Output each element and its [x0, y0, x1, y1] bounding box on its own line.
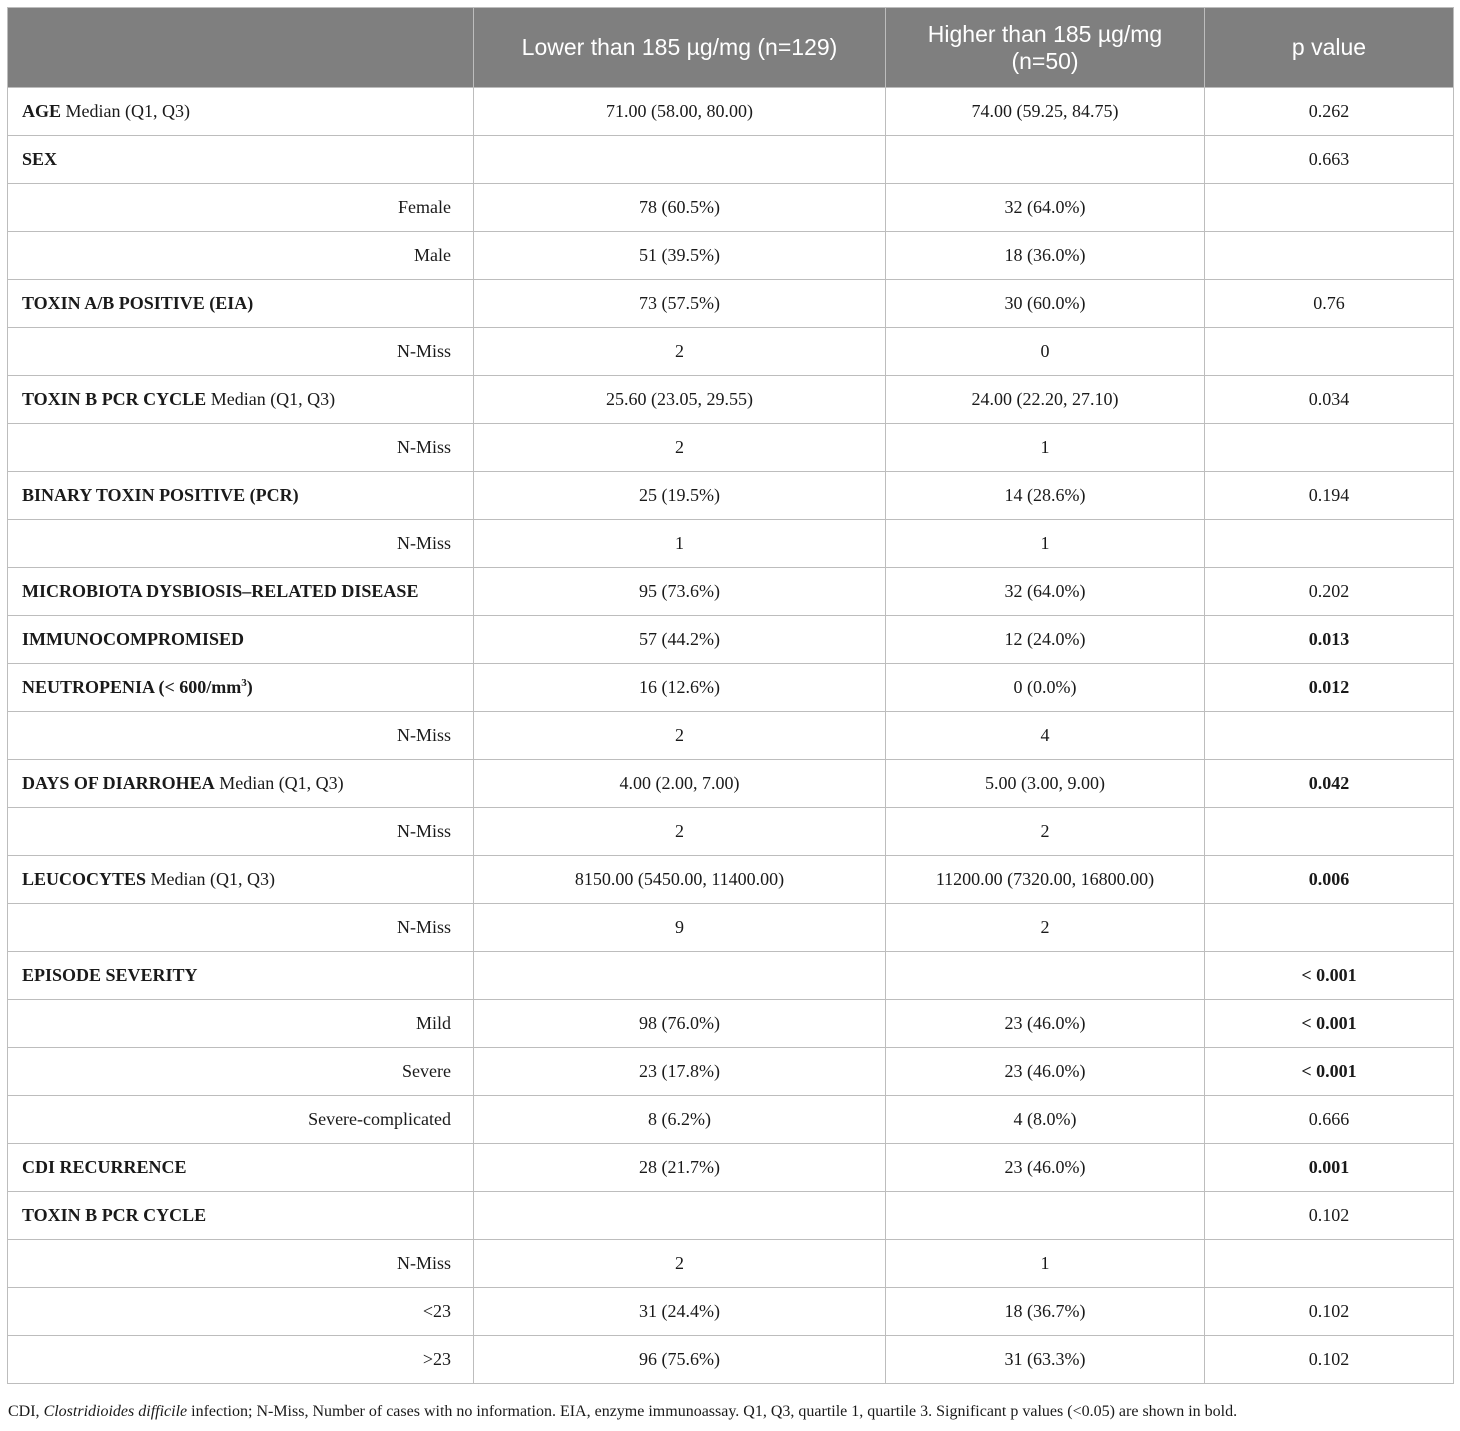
- table-row: [8, 568, 1454, 616]
- table-row: [8, 1048, 1454, 1096]
- row-label-main: TOXIN A/B POSITIVE (EIA): [22, 293, 254, 313]
- table-row: [8, 280, 1454, 328]
- row-label: [8, 376, 474, 424]
- cell-lower: 8150.00 (5450.00, 11400.00): [474, 856, 886, 904]
- row-label-main: IMMUNOCOMPROMISED: [22, 629, 244, 649]
- cell-lower: 9: [474, 904, 886, 952]
- row-label-main-after: ): [246, 677, 253, 697]
- cell-higher: 31 (63.3%): [886, 1336, 1205, 1384]
- cell-pvalue: [1205, 808, 1454, 856]
- row-label: Mild: [8, 1000, 474, 1048]
- cell-higher: 74.00 (59.25, 84.75): [886, 88, 1205, 136]
- cell-higher: 32 (64.0%): [886, 184, 1205, 232]
- cell-pvalue: 0.006: [1205, 856, 1454, 904]
- cell-higher: 2: [886, 904, 1205, 952]
- cell-lower: [474, 952, 886, 1000]
- cell-higher: 23 (46.0%): [886, 1144, 1205, 1192]
- cell-pvalue: < 0.001: [1205, 952, 1454, 1000]
- cell-higher: 24.00 (22.20, 27.10): [886, 376, 1205, 424]
- row-label: [8, 664, 474, 712]
- cell-lower: 1: [474, 520, 886, 568]
- cell-lower: 8 (6.2%): [474, 1096, 886, 1144]
- row-label-rest: Median (Q1, Q3): [61, 101, 190, 121]
- table-row: [8, 232, 1454, 280]
- row-label-main: BINARY TOXIN POSITIVE (PCR): [22, 485, 299, 505]
- row-label: [8, 616, 474, 664]
- cell-lower: [474, 1192, 886, 1240]
- cell-lower: 28 (21.7%): [474, 1144, 886, 1192]
- row-label: [8, 280, 474, 328]
- cell-pvalue: [1205, 1240, 1454, 1288]
- cell-pvalue: [1205, 328, 1454, 376]
- footnote: [8, 1403, 1237, 1421]
- row-label: Severe-complicated: [8, 1096, 474, 1144]
- cell-higher: 1: [886, 1240, 1205, 1288]
- cell-higher: [886, 1192, 1205, 1240]
- cell-pvalue: [1205, 184, 1454, 232]
- row-label-main: DAYS OF DIARROHEA: [22, 773, 215, 793]
- table-row: [8, 184, 1454, 232]
- table-row: [8, 1336, 1454, 1384]
- row-label: [8, 472, 474, 520]
- row-label: N-Miss: [8, 1240, 474, 1288]
- cell-pvalue: 0.102: [1205, 1336, 1454, 1384]
- table-row: [8, 328, 1454, 376]
- cell-higher: 30 (60.0%): [886, 280, 1205, 328]
- row-label-main: MICROBIOTA DYSBIOSIS–RELATED DISEASE: [22, 581, 419, 601]
- row-label: N-Miss: [8, 808, 474, 856]
- row-label: N-Miss: [8, 328, 474, 376]
- row-label-main: CDI RECURRENCE: [22, 1157, 187, 1177]
- row-label: N-Miss: [8, 712, 474, 760]
- table-container: [7, 7, 1453, 1384]
- cell-lower: 51 (39.5%): [474, 232, 886, 280]
- cell-pvalue: [1205, 424, 1454, 472]
- cell-higher: 11200.00 (7320.00, 16800.00): [886, 856, 1205, 904]
- cell-lower: 2: [474, 328, 886, 376]
- cell-lower: 78 (60.5%): [474, 184, 886, 232]
- table-row: [8, 760, 1454, 808]
- row-label-main: SEX: [22, 149, 58, 169]
- cell-lower: 31 (24.4%): [474, 1288, 886, 1336]
- cell-lower: 25 (19.5%): [474, 472, 886, 520]
- cell-lower: 2: [474, 1240, 886, 1288]
- row-label: [8, 88, 474, 136]
- cell-pvalue: 0.012: [1205, 664, 1454, 712]
- table-row: [8, 664, 1454, 712]
- cell-higher: 14 (28.6%): [886, 472, 1205, 520]
- cell-pvalue: 0.034: [1205, 376, 1454, 424]
- cell-lower: 2: [474, 712, 886, 760]
- cell-lower: 71.00 (58.00, 80.00): [474, 88, 886, 136]
- row-label: >23: [8, 1336, 474, 1384]
- cell-lower: 73 (57.5%): [474, 280, 886, 328]
- row-label-main: EPISODE SEVERITY: [22, 965, 198, 985]
- table-row: [8, 88, 1454, 136]
- cell-pvalue: 0.202: [1205, 568, 1454, 616]
- footnote-part1: CDI,: [8, 1403, 44, 1420]
- table-row: [8, 904, 1454, 952]
- cell-lower: 95 (73.6%): [474, 568, 886, 616]
- cell-pvalue: 0.042: [1205, 760, 1454, 808]
- row-label: N-Miss: [8, 904, 474, 952]
- cell-lower: 16 (12.6%): [474, 664, 886, 712]
- table-row: [8, 1096, 1454, 1144]
- table-row: [8, 520, 1454, 568]
- row-label-main: TOXIN B PCR CYCLE: [22, 389, 207, 409]
- cell-pvalue: 0.102: [1205, 1192, 1454, 1240]
- header-cell-higher: Higher than 185 µg/mg (n=50): [886, 8, 1205, 88]
- row-label-rest: Median (Q1, Q3): [146, 869, 276, 889]
- cell-lower: 96 (75.6%): [474, 1336, 886, 1384]
- cell-higher: 4: [886, 712, 1205, 760]
- cell-lower: [474, 136, 886, 184]
- data-table: [7, 7, 1454, 1384]
- table-row: [8, 952, 1454, 1000]
- table-row: [8, 136, 1454, 184]
- row-label: N-Miss: [8, 520, 474, 568]
- cell-pvalue: 0.194: [1205, 472, 1454, 520]
- cell-higher: 0 (0.0%): [886, 664, 1205, 712]
- table-row: [8, 1288, 1454, 1336]
- cell-higher: 32 (64.0%): [886, 568, 1205, 616]
- row-label: Female: [8, 184, 474, 232]
- cell-pvalue: < 0.001: [1205, 1000, 1454, 1048]
- cell-lower: 2: [474, 424, 886, 472]
- table-row: [8, 376, 1454, 424]
- table-body: [8, 88, 1454, 1384]
- table-row: [8, 616, 1454, 664]
- cell-higher: 5.00 (3.00, 9.00): [886, 760, 1205, 808]
- cell-lower: 57 (44.2%): [474, 616, 886, 664]
- table-row: [8, 808, 1454, 856]
- cell-higher: 18 (36.0%): [886, 232, 1205, 280]
- cell-lower: 2: [474, 808, 886, 856]
- cell-pvalue: 0.102: [1205, 1288, 1454, 1336]
- row-label: Male: [8, 232, 474, 280]
- cell-higher: 2: [886, 808, 1205, 856]
- footnote-italic: Clostridioides difficile: [43, 1403, 188, 1420]
- cell-higher: [886, 952, 1205, 1000]
- header-row: [8, 8, 1454, 88]
- row-label: [8, 856, 474, 904]
- cell-lower: 23 (17.8%): [474, 1048, 886, 1096]
- cell-pvalue: [1205, 232, 1454, 280]
- cell-pvalue: 0.262: [1205, 88, 1454, 136]
- row-label: [8, 568, 474, 616]
- row-label: Severe: [8, 1048, 474, 1096]
- row-label-main: LEUCOCYTES: [22, 869, 147, 889]
- cell-lower: 25.60 (23.05, 29.55): [474, 376, 886, 424]
- cell-higher: 0: [886, 328, 1205, 376]
- cell-pvalue: 0.663: [1205, 136, 1454, 184]
- cell-higher: 18 (36.7%): [886, 1288, 1205, 1336]
- table-row: [8, 856, 1454, 904]
- header-cell-label: [8, 8, 474, 88]
- cell-higher: 12 (24.0%): [886, 616, 1205, 664]
- cell-higher: 4 (8.0%): [886, 1096, 1205, 1144]
- row-label-rest: Median (Q1, Q3): [214, 773, 344, 793]
- table-row: [8, 1000, 1454, 1048]
- row-label: [8, 1144, 474, 1192]
- row-label-main: TOXIN B PCR CYCLE: [22, 1205, 207, 1225]
- cell-pvalue: 0.013: [1205, 616, 1454, 664]
- cell-pvalue: < 0.001: [1205, 1048, 1454, 1096]
- row-label: [8, 952, 474, 1000]
- table-row: [8, 1240, 1454, 1288]
- cell-higher: 23 (46.0%): [886, 1048, 1205, 1096]
- footnote-part2: infection; N-Miss, Number of cases with no information. EIA, enzyme immunoassay. Q1, Q3, quartile 1, quartile 3. Significant p values (<0.05) are shown in bold.: [187, 1403, 1238, 1420]
- row-label: <23: [8, 1288, 474, 1336]
- row-label-rest: Median (Q1, Q3): [206, 389, 336, 409]
- row-label: [8, 760, 474, 808]
- row-label-superscript: 3: [241, 677, 247, 689]
- table-row: [8, 1192, 1454, 1240]
- cell-higher: [886, 136, 1205, 184]
- header-cell-lower: Lower than 185 µg/mg (n=129): [474, 8, 886, 88]
- cell-pvalue: 0.666: [1205, 1096, 1454, 1144]
- table-row: [8, 472, 1454, 520]
- cell-lower: 4.00 (2.00, 7.00): [474, 760, 886, 808]
- table-row: [8, 1144, 1454, 1192]
- cell-lower: 98 (76.0%): [474, 1000, 886, 1048]
- row-label: [8, 1192, 474, 1240]
- row-label-main: NEUTROPENIA (< 600/mm: [22, 677, 242, 697]
- cell-pvalue: [1205, 712, 1454, 760]
- cell-higher: 1: [886, 424, 1205, 472]
- cell-pvalue: 0.76: [1205, 280, 1454, 328]
- cell-higher: 23 (46.0%): [886, 1000, 1205, 1048]
- cell-pvalue: 0.001: [1205, 1144, 1454, 1192]
- header-cell-pvalue: p value: [1205, 8, 1454, 88]
- cell-pvalue: [1205, 904, 1454, 952]
- row-label-main: AGE: [22, 101, 62, 121]
- cell-pvalue: [1205, 520, 1454, 568]
- cell-higher: 1: [886, 520, 1205, 568]
- table-row: [8, 712, 1454, 760]
- table-row: [8, 424, 1454, 472]
- row-label: N-Miss: [8, 424, 474, 472]
- row-label: [8, 136, 474, 184]
